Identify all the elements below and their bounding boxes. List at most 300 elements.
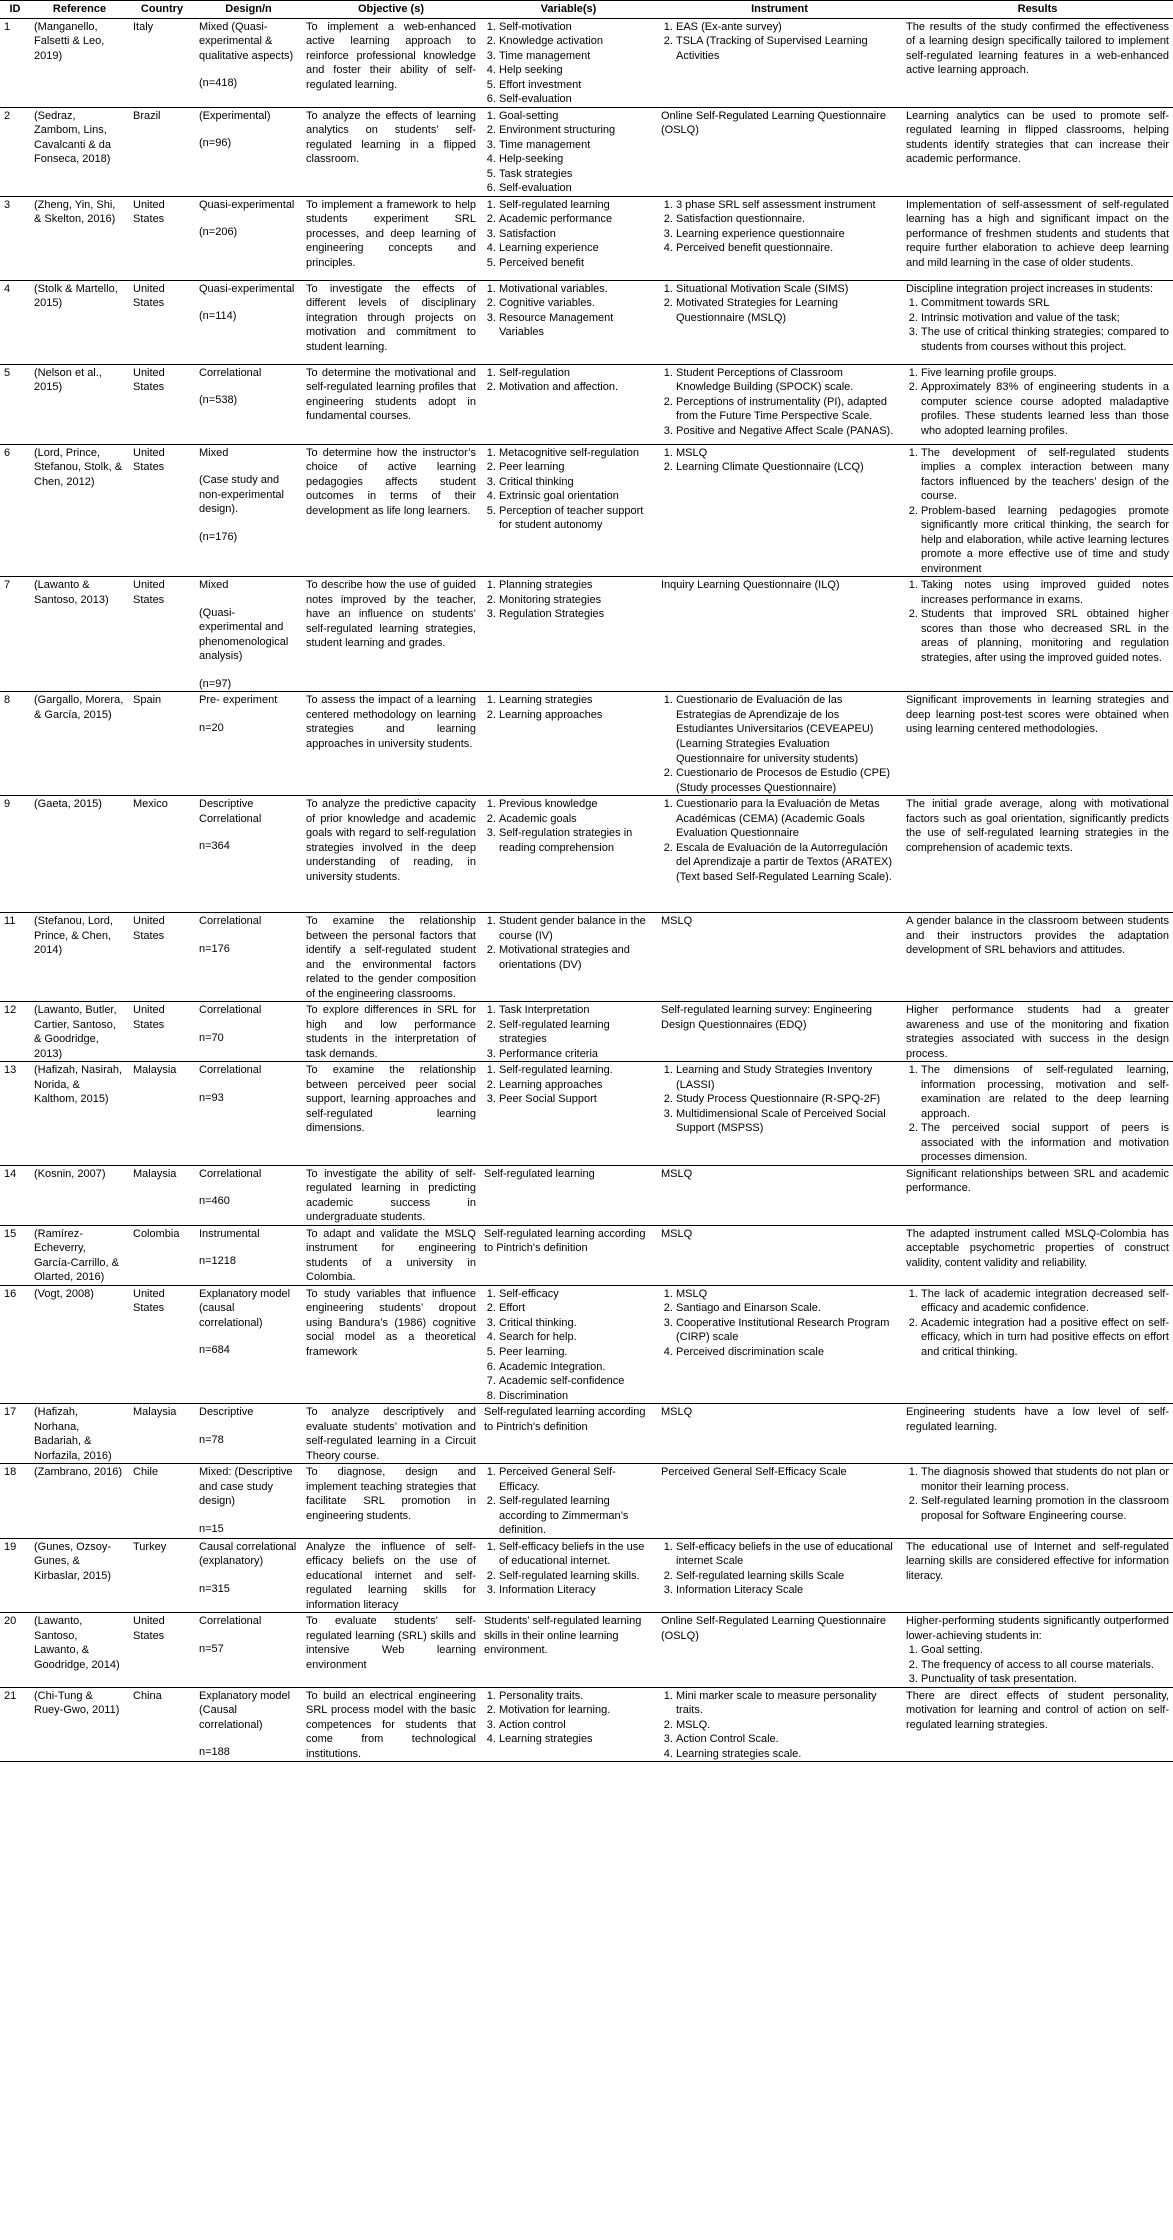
- variable-item-list: [484, 1689, 653, 1747]
- instrument-item: 2. Study Process Questionnaire (R-SPQ-2F): [676, 1092, 898, 1107]
- variable-item: 4. Learning strategies: [499, 1732, 653, 1747]
- cell-results: Significant relationships between SRL and academic performance.: [902, 1165, 1173, 1225]
- cell-results: The results of the study confirmed the effectiveness of a learning design specifically tailored to implement self-regulated learning features in a web-enhanced active learning approach.: [902, 18, 1173, 107]
- cell-results: [902, 364, 1173, 444]
- instrument-item: 4. Perceived discrimination scale: [676, 1345, 898, 1360]
- instrument-item: 2. TSLA (Tracking of Supervised Learning Activities: [676, 34, 898, 63]
- cell-country: United States: [129, 577, 195, 692]
- table-row: [0, 444, 1173, 577]
- cell-objective: To analyze descriptively and evaluate students’ motivation and self-regulated learning in a Circuit Theory course.: [302, 1404, 480, 1464]
- sample-size: n=684: [199, 1344, 230, 1357]
- cell-id: 15: [0, 1225, 30, 1285]
- variable-item: 1. Motivational variables.: [499, 282, 653, 297]
- variable-item: 1. Self-motivation: [499, 20, 653, 35]
- cell-id: 14: [0, 1165, 30, 1225]
- cell-variables: [480, 692, 657, 796]
- cell-results: Higher performance students had a greater awareness and use of the monitoring and fixation strategies associated with success in the design process.: [902, 1002, 1173, 1062]
- instrument-item: 3. Information Literacy Scale: [676, 1583, 898, 1598]
- design-type: Correlational: [199, 366, 262, 379]
- cell-objective: To examine the relationship between the personal factors that identify a self-regulated student and the environmental factors related to the gender composition of the engineering classrooms.: [302, 913, 480, 1002]
- cell-design: [195, 1062, 302, 1166]
- result-item: 2. Problem-based learning pedagogies promote significantly more critical thinking, the search for help and elaboration, while active learning lectures promote a more effective use of time and study environment: [921, 504, 1169, 577]
- cell-country: United States: [129, 1002, 195, 1062]
- cell-design: [195, 1613, 302, 1688]
- instrument-item: 1. MSLQ: [676, 1287, 898, 1302]
- cell-variables: [480, 1687, 657, 1762]
- variable-item-list: [484, 20, 653, 107]
- cell-variables: [480, 1002, 657, 1062]
- cell-results: The adapted instrument called MSLQ-Colombia has acceptable psychometric properties of construct validity, content validity and reliability.: [902, 1225, 1173, 1285]
- variable-item: 2. Peer learning: [499, 460, 653, 475]
- table-row: [0, 1002, 1173, 1062]
- cell-variables: [480, 577, 657, 692]
- instrument-item: 2. Cuestionario de Procesos de Estudio (CPE) (Study processes Questionnaire): [676, 766, 898, 795]
- variable-item: 2. Motivational strategies and orientations (DV): [499, 943, 653, 972]
- instrument-item: 2. Escala de Evaluación de la Autorregulación del Aprendizaje a partir de Textos (ARATEX) (Text based Self-Regulated Learning Scale).: [676, 841, 898, 885]
- table-row: [0, 1285, 1173, 1403]
- cell-design: [195, 913, 302, 1002]
- variable-item: 1. Self-regulation: [499, 366, 653, 381]
- result-item-list: [906, 1063, 1169, 1165]
- result-item-list: [906, 366, 1169, 439]
- cell-design: [195, 1464, 302, 1539]
- sample-size: n=176: [199, 942, 230, 955]
- instrument-item-list: [661, 797, 898, 884]
- instrument-item-list: [661, 1540, 898, 1598]
- instrument-item: 2. Motivated Strategies for Learning Questionnaire (MSLQ): [676, 296, 898, 325]
- design-type: Correlational: [199, 1004, 262, 1017]
- variable-item: 2. Learning approaches: [499, 708, 653, 723]
- table-row: [0, 796, 1173, 913]
- result-item: 1. Taking notes using improved guided notes increases performance in exams.: [921, 578, 1169, 607]
- table-header-row: [0, 1, 1173, 19]
- cell-reference: (Lawanto & Santoso, 2013): [30, 577, 129, 692]
- cell-id: 19: [0, 1538, 30, 1613]
- result-item-list: [906, 1287, 1169, 1360]
- cell-id: 1: [0, 18, 30, 107]
- cell-reference: (Kosnin, 2007): [30, 1165, 129, 1225]
- sample-size: (n=176): [199, 530, 238, 543]
- cell-design: [195, 1285, 302, 1403]
- design-type: Mixed: (Descriptive and case study design): [199, 1466, 293, 1508]
- cell-design: [195, 364, 302, 444]
- instrument-item: 2. Perceptions of instrumentality (PI), adapted from the Future Time Perspective Scale.: [676, 395, 898, 424]
- design-type: Correlational: [199, 1064, 262, 1077]
- variable-item-list: [484, 1063, 653, 1107]
- variable-item-list: [484, 109, 653, 196]
- result-item: 1. The diagnosis showed that students do not plan or monitor their learning process.: [921, 1465, 1169, 1494]
- header-instrument: Instrument: [657, 1, 902, 19]
- variable-item: 1. Perceived General Self-Efficacy.: [499, 1465, 653, 1494]
- cell-reference: (Hafizah, Norhana, Badariah, & Norfazila, 2016): [30, 1404, 129, 1464]
- cell-id: 7: [0, 577, 30, 692]
- sample-size: (n=418): [199, 77, 238, 90]
- cell-variables: Self-regulated learning: [480, 1165, 657, 1225]
- cell-country: China: [129, 1687, 195, 1762]
- cell-id: 13: [0, 1062, 30, 1166]
- cell-country: United States: [129, 444, 195, 577]
- design-detail: (Quasi-experimental and phenomenological analysis): [199, 606, 289, 663]
- cell-id: 9: [0, 796, 30, 913]
- cell-design: [195, 1404, 302, 1464]
- sample-size: (n=96): [199, 137, 232, 150]
- cell-objective: To analyze the predictive capacity of prior knowledge and academic goals with regard to self-regulation strategies involved in the deep understanding of reading, in university students.: [302, 796, 480, 913]
- variable-item: 3. Peer Social Support: [499, 1092, 653, 1107]
- cell-instrument: MSLQ: [657, 1225, 902, 1285]
- variable-item: 1. Self-efficacy beliefs in the use of educational internet.: [499, 1540, 653, 1569]
- cell-id: 5: [0, 364, 30, 444]
- variable-item: 2. Self-regulated learning skills.: [499, 1569, 653, 1584]
- cell-instrument: [657, 1538, 902, 1613]
- instrument-item: 3. Positive and Negative Affect Scale (PANAS).: [676, 424, 898, 439]
- table-row: [0, 1165, 1173, 1225]
- variable-item: 2. Motivation and affection.: [499, 380, 653, 395]
- variable-item: 5. Perceived benefit: [499, 256, 653, 271]
- design-type: Descriptive: [199, 1406, 254, 1419]
- result-item: 1. The development of self-regulated students implies a complex interaction between many factors influenced by the teachers’ design of the course.: [921, 446, 1169, 504]
- cell-results: [902, 444, 1173, 577]
- header-id: ID: [0, 1, 30, 19]
- sample-size: (n=538): [199, 394, 238, 407]
- cell-id: 17: [0, 1404, 30, 1464]
- sample-size: (n=97): [199, 677, 232, 690]
- table-row: [0, 196, 1173, 280]
- cell-reference: (Chi-Tung & Ruey-Gwo, 2011): [30, 1687, 129, 1762]
- design-type: (Experimental): [199, 109, 271, 122]
- variable-item: 3. Performance criteria: [499, 1047, 653, 1062]
- cell-design: [195, 196, 302, 280]
- variable-item: 4. Learning experience: [499, 241, 653, 256]
- design-type: Quasi-experimental: [199, 198, 295, 211]
- cell-instrument: Online Self-Regulated Learning Questionnaire (OSLQ): [657, 107, 902, 196]
- cell-objective: To analyze the effects of learning analytics on students’ self-regulated learning in a flipped classroom.: [302, 107, 480, 196]
- instrument-item: 1. EAS (Ex-ante survey): [676, 20, 898, 35]
- variable-item: 2. Academic goals: [499, 812, 653, 827]
- cell-design: [195, 107, 302, 196]
- instrument-item-list: [661, 446, 898, 475]
- cell-instrument: [657, 280, 902, 364]
- cell-objective: Analyze the influence of self-efficacy beliefs on the use of educational internet and self-regulated learning skills for information literacy: [302, 1538, 480, 1613]
- design-type: Explanatory model (Causal correlational): [199, 1689, 291, 1731]
- cell-reference: (Vogt, 2008): [30, 1285, 129, 1403]
- variable-item: 5. Perception of teacher support for student autonomy: [499, 504, 653, 533]
- instrument-item-list: [661, 1063, 898, 1136]
- cell-objective: To assess the impact of a learning centered methodology on learning strategies and learning approaches in university students.: [302, 692, 480, 796]
- variable-item: 1. Goal-setting: [499, 109, 653, 124]
- cell-instrument: [657, 1062, 902, 1166]
- variable-item: 5. Effort investment: [499, 78, 653, 93]
- cell-instrument: [657, 18, 902, 107]
- result-item: 2. Intrinsic motivation and value of the task;: [921, 311, 1169, 326]
- instrument-item-list: [661, 693, 898, 795]
- variable-item-list: [484, 693, 653, 722]
- cell-country: United States: [129, 280, 195, 364]
- header-variables: Variable(s): [480, 1, 657, 19]
- variable-item: 7. Academic self-confidence: [499, 1374, 653, 1389]
- instrument-item-list: [661, 1287, 898, 1360]
- result-item: 1. Five learning profile groups.: [921, 366, 1169, 381]
- result-item-list: [906, 578, 1169, 665]
- result-item: 2. Self-regulated learning promotion in the classroom proposal for Software Engineering course.: [921, 1494, 1169, 1523]
- cell-reference: (Gunes, Ozsoy-Gunes, & Kirbaslar, 2015): [30, 1538, 129, 1613]
- result-item: 2. The frequency of access to all course materials.: [921, 1658, 1169, 1673]
- cell-results: The educational use of Internet and self-regulated learning skills are considered effective for information literacy.: [902, 1538, 1173, 1613]
- cell-id: 16: [0, 1285, 30, 1403]
- variable-item: 3. Time management: [499, 138, 653, 153]
- table-row: [0, 1538, 1173, 1613]
- instrument-item-list: [661, 282, 898, 326]
- table-row: [0, 18, 1173, 107]
- variable-item-list: [484, 797, 653, 855]
- design-type: Correlational: [199, 1167, 262, 1180]
- instrument-item: 2. Santiago and Einarson Scale.: [676, 1301, 898, 1316]
- variable-item-list: [484, 1465, 653, 1538]
- cell-instrument: MSLQ: [657, 1165, 902, 1225]
- variable-item: 1. Student gender balance in the course (IV): [499, 914, 653, 943]
- cell-reference: (Hafizah, Nasirah, Norida, & Kalthom, 2015): [30, 1062, 129, 1166]
- results-intro: Discipline integration project increases in students:: [906, 282, 1154, 295]
- sample-size: n=78: [199, 1433, 224, 1446]
- cell-variables: [480, 913, 657, 1002]
- cell-reference: (Gaeta, 2015): [30, 796, 129, 913]
- cell-variables: Self-regulated learning according to Pintrich's definition: [480, 1225, 657, 1285]
- variable-item: 3. Regulation Strategies: [499, 607, 653, 622]
- cell-variables: Self-regulated learning according to Pintrich's definition: [480, 1404, 657, 1464]
- cell-design: [195, 1538, 302, 1613]
- cell-variables: [480, 1464, 657, 1539]
- cell-variables: [480, 196, 657, 280]
- cell-instrument: Perceived General Self-Efficacy Scale: [657, 1464, 902, 1539]
- result-item: 1. Commitment towards SRL: [921, 296, 1169, 311]
- header-reference: Reference: [30, 1, 129, 19]
- result-item: 3. The use of critical thinking strategies; compared to students from courses without this project.: [921, 325, 1169, 354]
- cell-results: The initial grade average, along with motivational factors such as goal orientation, significantly predicts the use of self-regulated learning strategies in the comprehension of academic texts.: [902, 796, 1173, 913]
- result-item: 2. Approximately 83% of engineering students in a computer science course adopted maladaptive profiles. These students learned less than those who adopted learning profiles.: [921, 380, 1169, 438]
- design-type: Descriptive Correlational: [199, 798, 262, 825]
- instrument-item: 1. Cuestionario para la Evaluación de Metas Académicas (CEMA) (Academic Goals Evaluation Questionnaire: [676, 797, 898, 841]
- cell-results: [902, 577, 1173, 692]
- cell-variables: [480, 796, 657, 913]
- cell-country: United States: [129, 1613, 195, 1688]
- instrument-item: 3. Multidimensional Scale of Perceived Social Support (MSPSS): [676, 1107, 898, 1136]
- cell-objective: To investigate the effects of different levels of disciplinary integration through projects on motivation and commitment to student learning.: [302, 280, 480, 364]
- cell-objective: To describe how the use of guided notes improved by the teacher, have an influence on students’ self-regulated learning strategies, student learning and grades.: [302, 577, 480, 692]
- variable-item: 1. Previous knowledge: [499, 797, 653, 812]
- cell-reference: (Sedraz, Zambom, Lins, Cavalcanti & da Fonseca, 2018): [30, 107, 129, 196]
- variable-item: 6. Self-evaluation: [499, 181, 653, 196]
- cell-results: There are direct effects of student personality, motivation for learning and control of action on self-regulated learning strategies.: [902, 1687, 1173, 1762]
- cell-id: 18: [0, 1464, 30, 1539]
- table-row: [0, 577, 1173, 692]
- cell-country: United States: [129, 1285, 195, 1403]
- variable-item: 3. Information Literacy: [499, 1583, 653, 1598]
- variable-item: 6. Academic Integration.: [499, 1360, 653, 1375]
- design-type: Causal correlational (explanatory): [199, 1540, 297, 1568]
- cell-objective: To evaluate students' self-regulated learning (SRL) skills and intensive Web learning environment: [302, 1613, 480, 1688]
- instrument-item-list: [661, 366, 898, 439]
- design-type: Correlational: [199, 1615, 262, 1628]
- cell-variables: [480, 107, 657, 196]
- sample-size: (n=114): [199, 310, 237, 323]
- design-type: Quasi-experimental: [199, 282, 295, 295]
- cell-instrument: [657, 444, 902, 577]
- cell-results: Significant improvements in learning strategies and deep learning post-test scores were obtained when using learning centered methodologies.: [902, 692, 1173, 796]
- cell-country: Malaysia: [129, 1165, 195, 1225]
- variable-item: 3. Resource Management Variables: [499, 311, 653, 340]
- cell-objective: To determine how the instructor’s choice of active learning pedagogies affects student outcomes in terms of their development as life long learners.: [302, 444, 480, 577]
- cell-instrument: Online Self-Regulated Learning Questionnaire (OSLQ): [657, 1613, 902, 1688]
- cell-objective: To examine the relationship between perceived peer social support, learning approaches and self-regulated learning dimensions.: [302, 1062, 480, 1166]
- cell-variables: [480, 364, 657, 444]
- variable-item-list: [484, 198, 653, 271]
- variable-item: 1. Self-efficacy: [499, 1287, 653, 1302]
- cell-design: [195, 18, 302, 107]
- variable-item: 6. Self-evaluation: [499, 92, 653, 107]
- variable-item-list: [484, 282, 653, 340]
- variable-item: 3. Satisfaction: [499, 227, 653, 242]
- cell-variables: [480, 280, 657, 364]
- result-item-list: [906, 1643, 1169, 1687]
- table-row: [0, 692, 1173, 796]
- header-objective: Objective (s): [302, 1, 480, 19]
- cell-variables: [480, 1285, 657, 1403]
- instrument-item-list: [661, 198, 898, 256]
- design-type: Mixed: [199, 579, 229, 592]
- cell-reference: (Zheng, Yin, Shi, & Skelton, 2016): [30, 196, 129, 280]
- cell-objective: To implement a framework to help students experiment SRL processes, and deep learning of engineering concepts and principles.: [302, 196, 480, 280]
- cell-design: [195, 577, 302, 692]
- design-type: Correlational: [199, 915, 262, 928]
- cell-results: [902, 280, 1173, 364]
- result-item: 2. The perceived social support of peers is associated with the information and motivation processes dimension.: [921, 1121, 1169, 1165]
- cell-reference: (Nelson et al., 2015): [30, 364, 129, 444]
- cell-id: 11: [0, 913, 30, 1002]
- variable-item: 1. Personality traits.: [499, 1689, 653, 1704]
- table-body: [0, 18, 1173, 1762]
- cell-id: 12: [0, 1002, 30, 1062]
- cell-country: Spain: [129, 692, 195, 796]
- cell-country: United States: [129, 913, 195, 1002]
- cell-results: [902, 1613, 1173, 1688]
- result-item-list: [906, 446, 1169, 577]
- table-row: [0, 1613, 1173, 1688]
- cell-results: Implementation of self-assessment of self-regulated learning has a high and significant impact on the performance of freshmen students and students that require further elaboration to achieve deep learning and mild learning in the case of older students.: [902, 196, 1173, 280]
- results-intro: Higher-performing students significantly outperformed lower-achieving students in:: [906, 1615, 1169, 1642]
- variable-item: 2. Knowledge activation: [499, 34, 653, 49]
- cell-country: Brazil: [129, 107, 195, 196]
- cell-instrument: MSLQ: [657, 913, 902, 1002]
- instrument-item: 1. Learning and Study Strategies Inventory (LASSI): [676, 1063, 898, 1092]
- cell-country: Turkey: [129, 1538, 195, 1613]
- header-design: Design/n: [195, 1, 302, 19]
- cell-reference: (Lord, Prince, Stefanou, Stolk, & Chen, 2012): [30, 444, 129, 577]
- table-row: [0, 1062, 1173, 1166]
- instrument-item: 2. Learning Climate Questionnaire (LCQ): [676, 460, 898, 475]
- cell-objective: To explore differences in SRL for high and low performance students in the interpretation of task demands.: [302, 1002, 480, 1062]
- variable-item: 1. Task Interpretation: [499, 1003, 653, 1018]
- variable-item: 3. Critical thinking: [499, 475, 653, 490]
- cell-id: 2: [0, 107, 30, 196]
- sample-size: n=188: [199, 1746, 230, 1759]
- sample-size: n=93: [199, 1091, 224, 1104]
- cell-variables: Students’ self-regulated learning skills in their online learning environment.: [480, 1613, 657, 1688]
- variable-item: 1. Metacognitive self-regulation: [499, 446, 653, 461]
- result-item: 1. Goal setting.: [921, 1643, 1169, 1658]
- cell-instrument: [657, 1285, 902, 1403]
- variable-item: 2. Learning approaches: [499, 1078, 653, 1093]
- cell-country: Mexico: [129, 796, 195, 913]
- result-item: 2. Academic integration had a positive effect on self-efficacy, which in turn had positive effects on effort and critical thinking.: [921, 1316, 1169, 1360]
- cell-instrument: MSLQ: [657, 1404, 902, 1464]
- header-results: Results: [902, 1, 1173, 19]
- instrument-item: 3. Action Control Scale.: [676, 1732, 898, 1747]
- instrument-item-list: [661, 1689, 898, 1762]
- cell-instrument: Self-regulated learning survey: Engineering Design Questionnaires (EDQ): [657, 1002, 902, 1062]
- variable-item: 1. Self-regulated learning.: [499, 1063, 653, 1078]
- cell-reference: (Stolk & Martello, 2015): [30, 280, 129, 364]
- cell-country: Chile: [129, 1464, 195, 1539]
- cell-design: [195, 1225, 302, 1285]
- cell-country: Malaysia: [129, 1062, 195, 1166]
- instrument-item: 1. Mini marker scale to measure personality traits.: [676, 1689, 898, 1718]
- cell-results: Engineering students have a low level of self-regulated learning.: [902, 1404, 1173, 1464]
- variable-item: 2. Environment structuring: [499, 123, 653, 138]
- cell-results: [902, 1285, 1173, 1403]
- design-type: Instrumental: [199, 1227, 260, 1240]
- table-row: [0, 1225, 1173, 1285]
- cell-instrument: [657, 692, 902, 796]
- instrument-item: 4. Perceived benefit questionnaire.: [676, 241, 898, 256]
- cell-results: [902, 1062, 1173, 1166]
- sample-size: n=315: [199, 1582, 230, 1595]
- cell-instrument: [657, 796, 902, 913]
- sample-size: n=364: [199, 840, 230, 853]
- cell-design: [195, 444, 302, 577]
- variable-item: 3. Self-regulation strategies in reading comprehension: [499, 826, 653, 855]
- cell-objective: To diagnose, design and implement teaching strategies that facilitate SRL promotion in engineering students.: [302, 1464, 480, 1539]
- cell-reference: (Stefanou, Lord, Prince, & Chen, 2014): [30, 913, 129, 1002]
- cell-country: United States: [129, 364, 195, 444]
- cell-objective: To study variables that influence engineering students’ dropout using Bandura’s (1986) cognitive social model as a theoretical framework: [302, 1285, 480, 1403]
- cell-country: Colombia: [129, 1225, 195, 1285]
- sample-size: n=15: [199, 1522, 224, 1535]
- table-row: [0, 1464, 1173, 1539]
- result-item-list: [906, 296, 1169, 354]
- sample-size: n=20: [199, 721, 224, 734]
- variable-item: 2. Cognitive variables.: [499, 296, 653, 311]
- cell-objective: To determine the motivational and self-regulated learning profiles that engineering students adopt in fundamental courses.: [302, 364, 480, 444]
- result-item: 1. The lack of academic integration decreased self-efficacy and academic confidence.: [921, 1287, 1169, 1316]
- table-row: [0, 107, 1173, 196]
- cell-id: 21: [0, 1687, 30, 1762]
- variable-item: 1. Planning strategies: [499, 578, 653, 593]
- variable-item: 8. Discrimination: [499, 1389, 653, 1404]
- instrument-item: 2. Satisfaction questionnaire.: [676, 212, 898, 227]
- cell-reference: (Lawanto, Butler, Cartier, Santoso, & Goodridge, 2013): [30, 1002, 129, 1062]
- instrument-item: 1. 3 phase SRL self assessment instrument: [676, 198, 898, 213]
- sample-size: n=1218: [199, 1255, 237, 1268]
- cell-instrument: [657, 196, 902, 280]
- cell-design: [195, 1687, 302, 1762]
- cell-id: 6: [0, 444, 30, 577]
- cell-country: Italy: [129, 18, 195, 107]
- variable-item: 4. Help-seeking: [499, 152, 653, 167]
- cell-reference: (Lawanto, Santoso, Lawanto, & Goodridge, 2014): [30, 1613, 129, 1688]
- design-type: Pre- experiment: [199, 694, 278, 707]
- cell-reference: (Ramírez-Echeverry, García-Carrillo, & Olarted, 2016): [30, 1225, 129, 1285]
- table-row: [0, 280, 1173, 364]
- cell-instrument: [657, 364, 902, 444]
